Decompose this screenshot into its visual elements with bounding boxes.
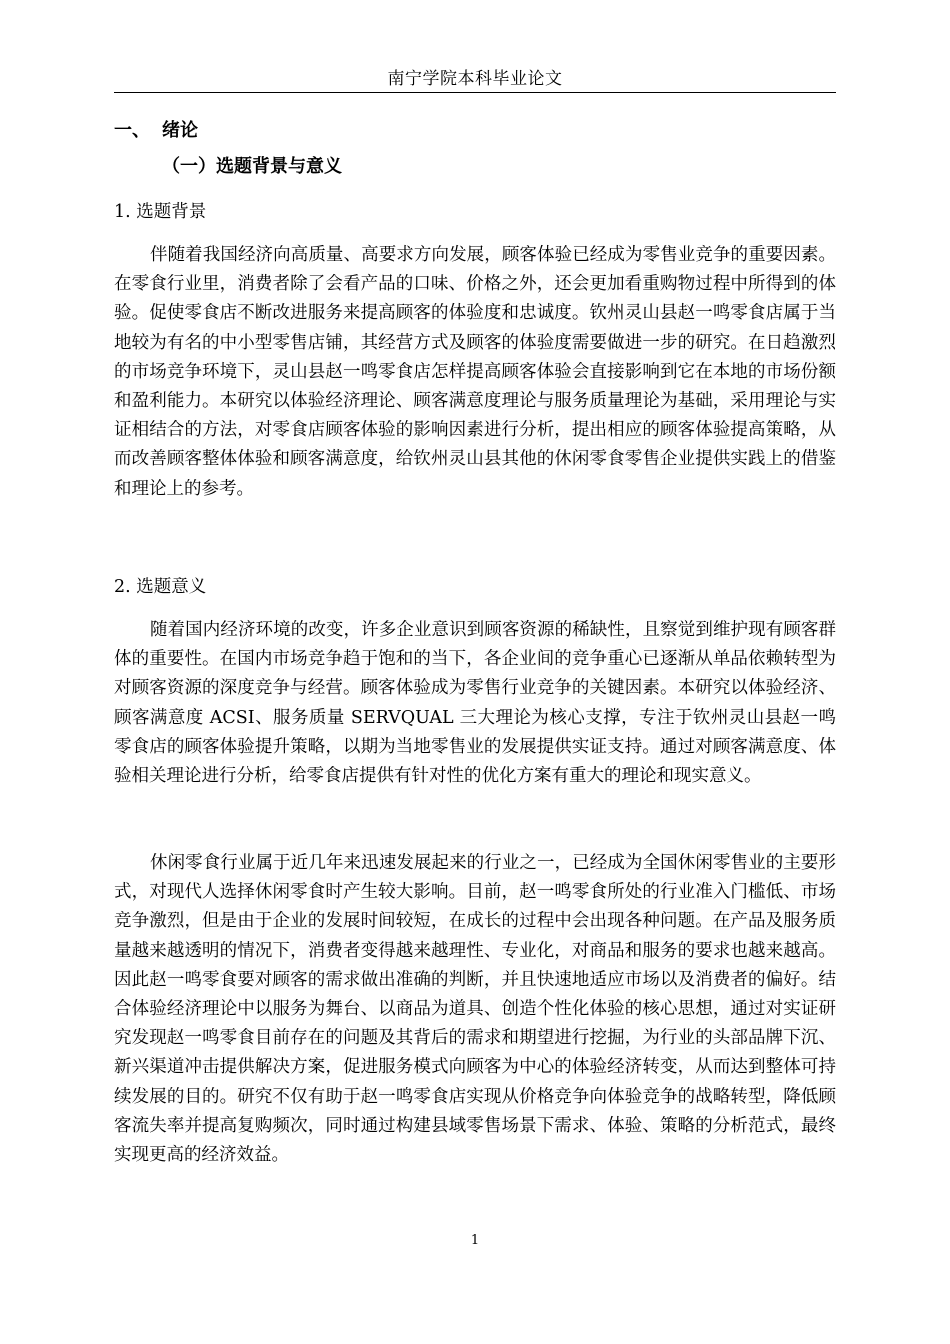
subsection-heading-significance: 2. 选题意义: [114, 577, 207, 597]
section-heading: （一）选题背景与意义: [162, 156, 342, 177]
header-rule: [114, 92, 836, 93]
chapter-title: 绪论: [162, 120, 198, 141]
page-header: 南宁学院本科毕业论文: [387, 69, 563, 89]
paragraph-significance-2: 休闲零食行业属于近几年来迅速发展起来的行业之一，已经成为全国休闲零售业的主要形式，对现代人选择休闲零食时产生较大影响。目前，赵一鸣零食所处的行业准入门槛低、市场竞争激烈，但是由于企业的发展时间较短，在成长的过程中会出现各种问题。在产品及服务质量越来越透明的情况下，消费者变得越来越理性、专业化，对商品和服务的要求也越来越高。因此赵一鸣零食要对顾客的需求做出准确的判断，并且快速地适应市场以及消费者的偏好。结合体验经济理论中以服务为舞台、以商品为道具、创造个性化体验的核心思想，通过对实证研究发现赵一鸣零食目前存在的问题及其背后的需求和期望进行挖掘，为行业的头部品牌下沉、新兴渠道冲击提供解决方案，促进服务模式向顾客为中心的体验经济转变，从而达到整体可持续发展的目的。研究不仅有助于赵一鸣零食店实现从价格竞争向体验竞争的战略转型，降低顾客流失率并提高复购频次，同时通过构建县域零售场景下需求、体验、策略的分析范式，最终实现更高的经济效益。: [114, 853, 836, 1166]
chapter-heading: [114, 119, 198, 143]
subsection-heading-background: 1. 选题背景: [114, 202, 207, 222]
chapter-number: 一、: [114, 120, 150, 141]
paragraph-background: 伴随着我国经济向高质量、高要求方向发展，顾客体验已经成为零售业竞争的重要因素。在零食行业里，消费者除了会看产品的口味、价格之外，还会更加看重购物过程中所得到的体验。促使零食店不断改进服务来提高顾客的体验度和忠诚度。钦州灵山县赵一鸣零食店属于当地较为有名的中小型零售店铺，其经营方式及顾客的体验度需要做进一步的研究。在日趋激烈的市场竞争环境下，灵山县赵一鸣零食店怎样提高顾客体验会直接影响到它在本地的市场份额和盈利能力。本研究以体验经济理论、顾客满意度理论与服务质量理论为基础，采用理论与实证相结合的方法，对零食店顾客体验的影响因素进行分析，提出相应的顾客体验提高策略，从而改善顾客整体体验和顾客满意度，给钦州灵山县其他的休闲零食零售企业提供实践上的借鉴和理论上的参考。: [114, 245, 836, 499]
document-page: [114, 0, 836, 1344]
page-number: 1: [470, 1233, 480, 1248]
paragraph-significance-1: 随着国内经济环境的改变，许多企业意识到顾客资源的稀缺性，且察觉到维护现有顾客群体的重要性。在国内市场竞争趋于饱和的当下，各企业间的竞争重心已逐渐从单品依赖转型为对顾客资源的深度竞争与经营。顾客体验成为零售行业竞争的关键因素。本研究以体验经济、顾客满意度 ACSI、服务质量 SERVQUAL 三大理论为核心支撑，专注于钦州灵山县赵一鸣零食店的顾客体验提升策略，以期为当地零售业的发展提供实证支持。通过对顾客满意度、体验相关理论进行分析，给零食店提供有针对性的优化方案有重大的理论和现实意义。: [114, 620, 836, 787]
